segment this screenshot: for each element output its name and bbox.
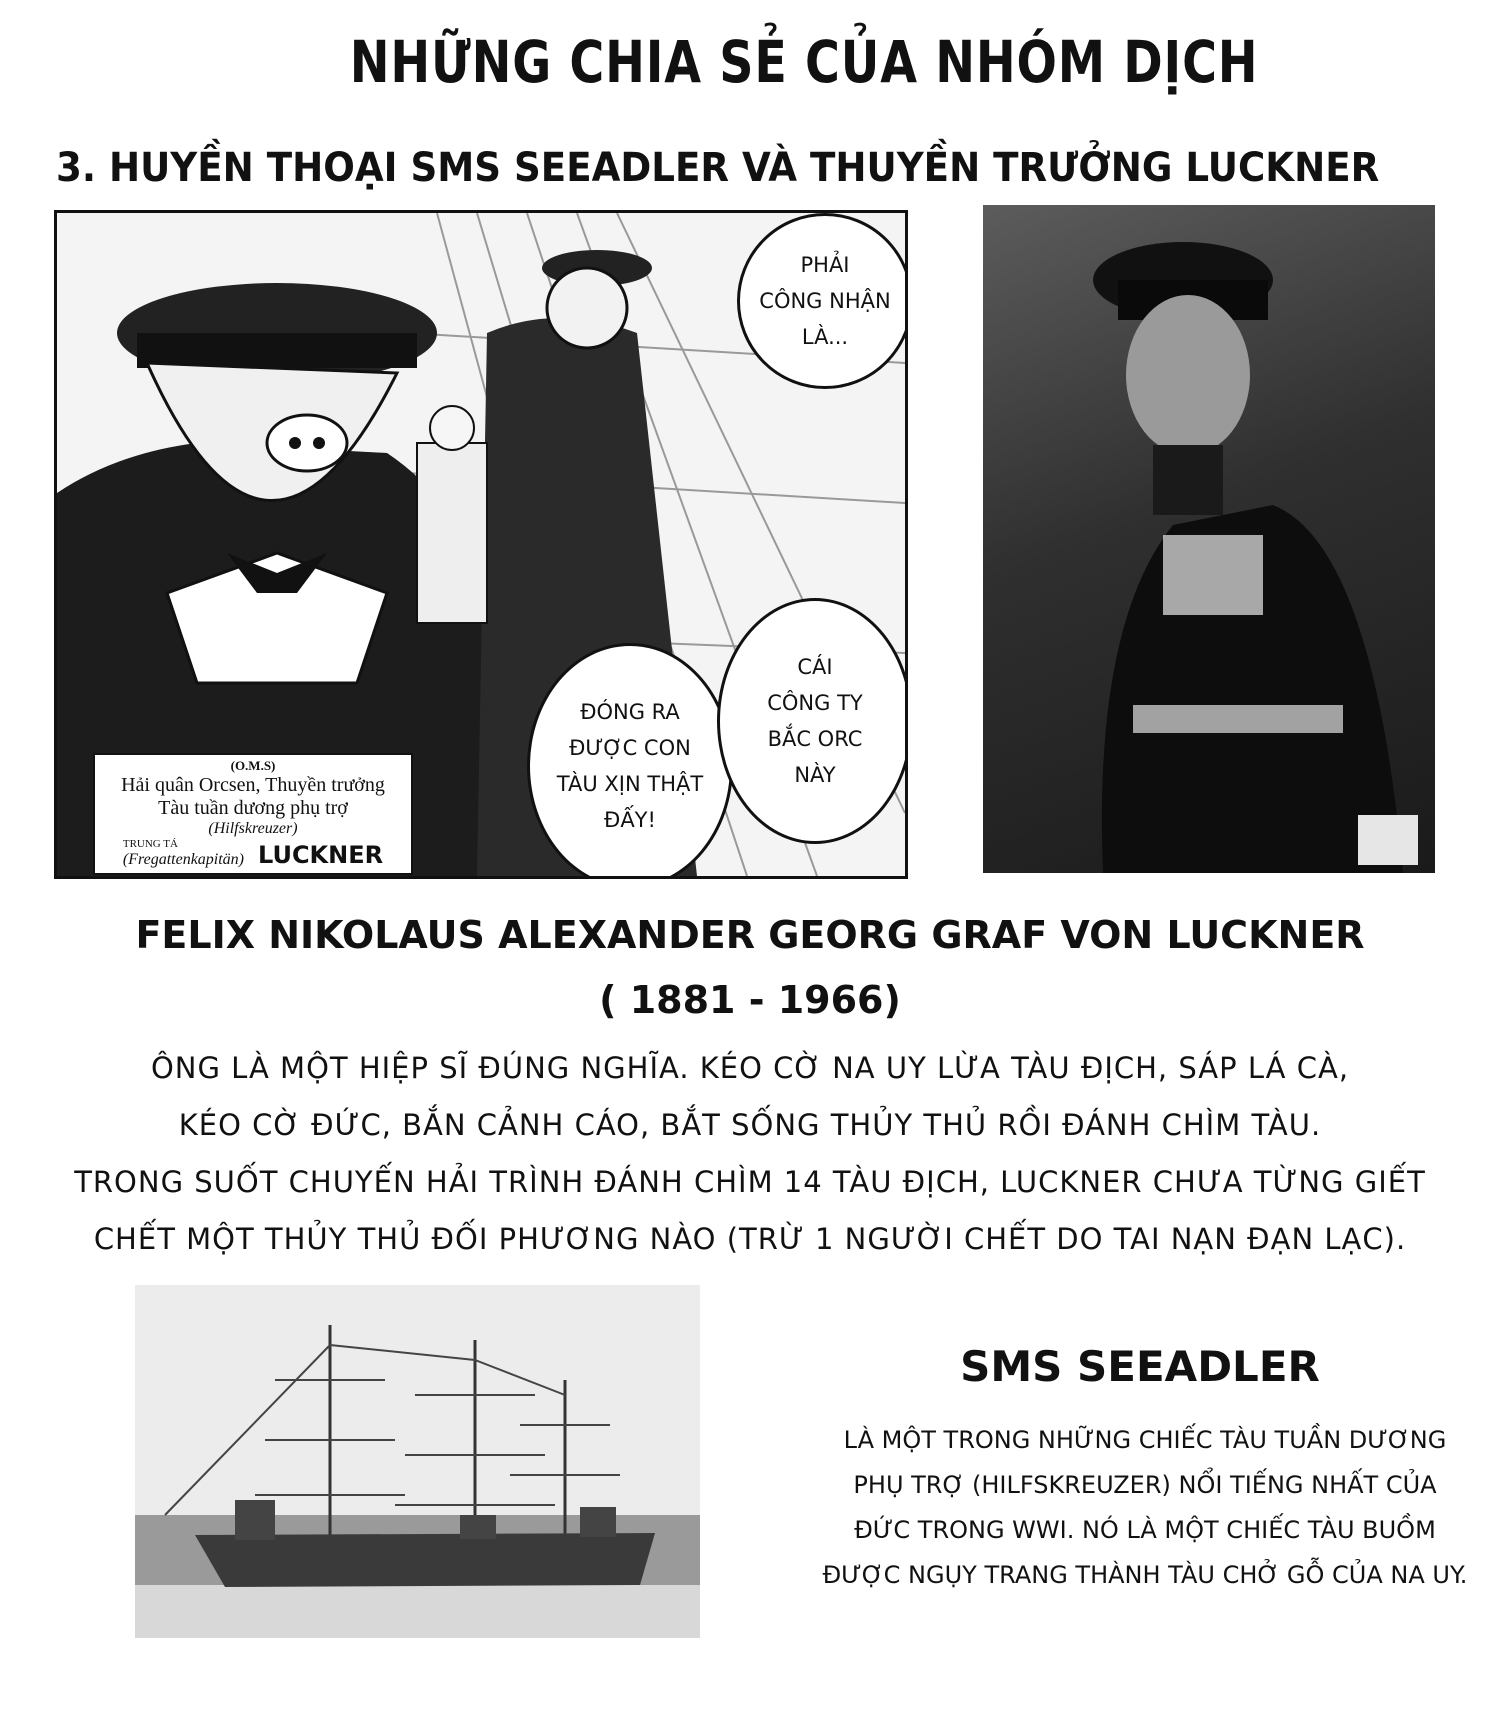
person-full-name: FELIX NIKOLAUS ALEXANDER GEORG GRAF VON LUCKNER [135,913,1365,957]
biography-line: ÔNG LÀ MỘT HIỆP SĨ ĐÚNG NGHĨA. KÉO CỜ NA UY LỪA TÀU ĐỊCH, SÁP LÁ CÀ, [150,1051,1350,1085]
speech-bubble-left [527,643,733,879]
character-caption [93,753,413,875]
bubble-line: PHẢI [800,253,850,277]
biography-line: TRONG SUỐT CHUYẾN HẢI TRÌNH ĐÁNH CHÌM 14 TÀU ĐỊCH, LUCKNER CHƯA TỪNG GIẾT [74,1165,1426,1199]
ship-description-line: LÀ MỘT TRONG NHỮNG CHIẾC TÀU TUẦN DƯƠNG [843,1426,1447,1454]
bubble-line: NÀY [794,763,836,787]
caption-name: LUCKNER [258,840,384,869]
bubble-line: ĐƯỢC CON [569,736,691,760]
ship-description-line: ĐỨC TRONG WWI. NÓ LÀ MỘT CHIẾC TÀU BUỒM [854,1516,1436,1544]
luckner-portrait-photo [983,205,1435,873]
ship-description-line: PHỤ TRỢ (HILFSKREUZER) NỔI TIẾNG NHẤT CỦA [853,1471,1437,1499]
sms-seeadler-photo [135,1285,700,1638]
ship-description [800,1418,1490,1598]
bubble-line: LÀ... [801,325,849,349]
caption-line1: Hải quân Orcsen, Thuyền trưởng [121,773,385,796]
caption-line2: Tàu tuần dương phụ trợ [158,796,348,819]
speech-bubble-top [737,213,908,389]
biography-line: KÉO CỜ ĐỨC, BẮN CẢNH CÁO, BẮT SỐNG THỦY THỦ RỒI ĐÁNH CHÌM TÀU. [178,1108,1322,1142]
bubble-line: CÔNG NHẬN [759,289,891,313]
bubble-line: TÀU XỊN THẬT [556,772,704,796]
portrait-illustration [983,205,1435,873]
person-lifespan: ( 1881 - 1966) [599,978,901,1022]
bubble-line: ĐÓNG RA [580,700,680,724]
biography-text [40,1040,1460,1268]
caption-rank: TRUNG TÁ [122,838,178,851]
caption-rank-de: (Fregattenkapitän) [122,850,245,868]
bubble-line: CÔNG TY [767,691,863,715]
caption-abbr: (O.M.S) [230,758,276,773]
caption-line3: (Hilfskreuzer) [208,819,298,837]
bubble-line: BẮC ORC [767,727,863,751]
page-title: NHỮNG CHIA SẺ CỦA NHÓM DỊCH [349,28,1259,96]
ship-name-heading: SMS SEEADLER [960,1342,1320,1391]
ship-illustration [135,1285,700,1638]
bubble-line: ĐẤY! [604,808,656,832]
bubble-line: CÁI [797,655,833,679]
speech-bubble-right [717,598,908,844]
ship-description-line: ĐƯỢC NGỤY TRANG THÀNH TÀU CHỞ GỖ CỦA NA UY. [822,1561,1468,1589]
biography-line: CHẾT MỘT THỦY THỦ ĐỐI PHƯƠNG NÀO (TRỪ 1 NGƯỜI CHẾT DO TAI NẠN ĐẠN LẠC). [93,1222,1407,1256]
section-title: 3. HUYỀN THOẠI SMS SEEADLER VÀ THUYỀN TRƯỞNG LUCKNER [56,145,1380,191]
manga-panel [54,210,908,879]
